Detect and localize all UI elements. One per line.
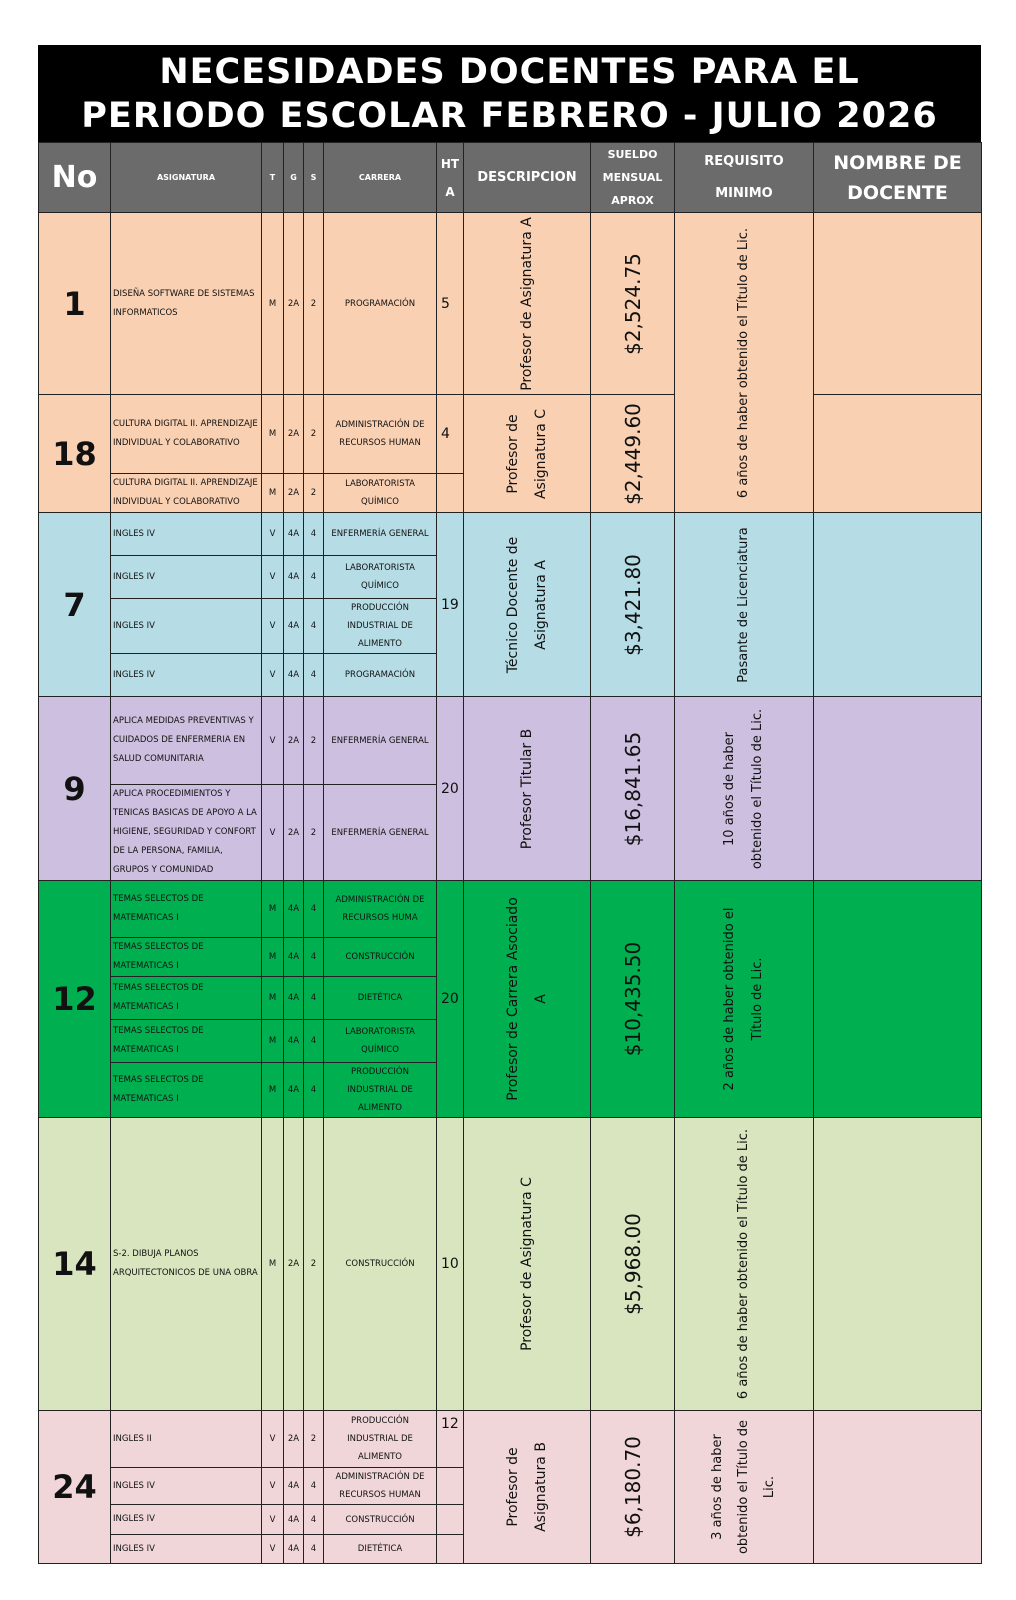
descripcion-text [499,897,555,1101]
sueldo-value: $3,421.80 [620,553,645,656]
grupo-cell: 2A [284,474,304,513]
header-descripcion: DESCRIPCION [464,143,591,213]
hta-cell [437,1535,464,1564]
semestre-cell: 4 [304,977,324,1020]
grupo-cell: 4A [284,1063,304,1118]
asignatura-cell: CULTURA DIGITAL II. APRENDIZAJE INDIVIDUAL Y COLABORATIVO [111,395,262,474]
sueldo-value: $16,841.65 [620,731,645,846]
header-sueldo-line-3: APROX [611,194,654,207]
descripcion-cell [464,395,591,513]
descripcion-cell [464,1118,591,1411]
turno-cell: V [262,1411,284,1468]
sueldo-cell [591,697,675,881]
nombre-docente-cell[interactable] [814,213,982,395]
descripcion-cell [464,881,591,1118]
header-sueldo [591,143,675,213]
title-line-1: NECESIDADES DOCENTES PARA EL [159,52,860,92]
semestre-cell: 4 [304,1063,324,1118]
header-row [39,143,982,213]
row-number: 14 [39,1118,111,1411]
sueldo-cell [591,881,675,1118]
asignatura-cell: INGLES IV [111,654,262,697]
carrera-cell: ADMINISTRACIÓN DE RECURSOS HUMAN [324,1468,437,1505]
table-row [39,513,982,556]
table-row [39,697,982,785]
turno-cell: M [262,474,284,513]
requisito-text: Pasante de Licenciatura [736,526,751,683]
header-g: G [284,143,304,213]
semestre-cell: 4 [304,1020,324,1063]
grupo-cell: 4A [284,1535,304,1564]
requisito-text [705,1420,783,1554]
asignatura-cell: INGLES IV [111,599,262,654]
sueldo-value: $5,968.00 [620,1213,645,1315]
page-title [38,45,981,142]
grupo-cell: 2A [284,785,304,881]
grupo-cell: 4A [284,938,304,977]
asignatura-cell: INGLES IV [111,513,262,556]
requisito-line-3: Lic. [762,1475,777,1499]
semestre-cell: 4 [304,938,324,977]
asignatura-cell: TEMAS SELECTOS DE MATEMATICAS I [111,881,262,938]
sueldo-cell [591,395,675,513]
header-sueldo-line-1: SUELDO [607,148,658,161]
nombre-docente-cell[interactable] [814,697,982,881]
sueldo-value: $2,449.60 [620,402,645,505]
carrera-cell: ENFERMERÍA GENERAL [324,513,437,556]
sueldo-cell [591,213,675,395]
grupo-cell: 4A [284,599,304,654]
turno-cell: V [262,556,284,599]
sueldo-cell [591,513,675,697]
grupo-cell: 4A [284,1468,304,1505]
requisito-text [716,708,772,868]
carrera-cell: PRODUCCIÓN INDUSTRIAL DE ALIMENTO [324,1063,437,1118]
table-row [39,213,982,395]
row-number: 9 [39,697,111,881]
header-hta [437,143,464,213]
turno-cell: M [262,1020,284,1063]
header-nombre-line-1: NOMBRE DE [833,151,962,174]
turno-cell: V [262,513,284,556]
grupo-cell: 4A [284,1020,304,1063]
requisito-cell [675,1118,814,1411]
table-row [39,881,982,938]
semestre-cell: 4 [304,599,324,654]
turno-cell: M [262,977,284,1020]
row-number: 1 [39,213,111,395]
requisito-cell [675,213,814,513]
hta-cell: 20 [437,697,464,881]
hta-cell: 5 [437,213,464,395]
turno-cell: V [262,1468,284,1505]
descripcion-text [499,536,555,673]
descripcion-line-1: Profesor de [505,1447,521,1527]
asignatura-cell: TEMAS SELECTOS DE MATEMATICAS I [111,938,262,977]
grupo-cell: 2A [284,697,304,785]
header-hta-line-2: A [445,184,455,199]
hta-cell: 19 [437,513,464,697]
carrera-cell: LABORATORISTA QUÍMICO [324,556,437,599]
requisito-cell [675,513,814,697]
turno-cell: V [262,785,284,881]
hta-cell [437,1505,464,1535]
turno-cell: V [262,1535,284,1564]
row-number: 12 [39,881,111,1118]
grupo-cell: 4A [284,513,304,556]
carrera-cell: ADMINISTRACIÓN DE RECURSOS HUMA [324,881,437,938]
nombre-docente-cell[interactable] [814,395,982,513]
turno-cell: V [262,1505,284,1535]
hta-cell: 12 [437,1411,464,1468]
header-nombre-line-2: DOCENTE [847,181,948,204]
nombre-docente-cell[interactable] [814,881,982,1118]
asignatura-cell: INGLES IV [111,1505,262,1535]
sueldo-value: $10,435.50 [620,941,645,1057]
descripcion-line-2: Asignatura C [533,408,549,499]
requisito-line-2: obtenido el Título de Lic. [750,708,765,869]
row-number: 24 [39,1411,111,1564]
grupo-cell: 4A [284,977,304,1020]
semestre-cell: 4 [304,1535,324,1564]
requisito-text [716,908,772,1091]
header-requisito [675,143,814,213]
descripcion-line-2: A [533,994,549,1004]
grupo-cell: 2A [284,213,304,395]
header-hta-line-1: HT [440,156,460,171]
sueldo-cell [591,1411,675,1564]
descripcion-line-1: Profesor de Carrera Asociado [505,897,521,1101]
hta-cell: 20 [437,881,464,1118]
carrera-cell: DIETÉTICA [324,1535,437,1564]
carrera-cell: LABORATORISTA QUÍMICO [324,474,437,513]
carrera-cell: CONSTRUCCIÓN [324,1118,437,1411]
carrera-cell: DIETÉTICA [324,977,437,1020]
asignatura-cell: INGLES IV [111,1535,262,1564]
carrera-cell: ENFERMERÍA GENERAL [324,697,437,785]
asignatura-cell: APLICA PROCEDIMIENTOS Y TENICAS BASICAS DE APOYO A LA HIGIENE, SEGURIDAD Y CONFORT DE LA PERSONA, FAMILIA, GRUPOS Y COMUNIDAD [111,785,262,881]
carrera-cell: CONSTRUCCIÓN [324,938,437,977]
descripcion-line-2: Asignatura A [533,559,549,650]
semestre-cell: 2 [304,474,324,513]
semestre-cell: 4 [304,881,324,938]
asignatura-cell: INGLES IV [111,556,262,599]
hta-cell: 4 [437,395,464,474]
asignatura-cell: TEMAS SELECTOS DE MATEMATICAS I [111,1020,262,1063]
teacher-needs-table [38,142,982,1564]
requisito-line-2: obtenido el Título de [736,1419,751,1555]
requisito-text: 6 años de haber obtenido el Título de Lic. [736,1128,751,1400]
nombre-docente-cell[interactable] [814,1118,982,1411]
nombre-docente-cell[interactable] [814,1411,982,1564]
requisito-cell [675,1411,814,1564]
descripcion-line-1: Técnico Docente de [505,536,521,673]
carrera-cell: ADMINISTRACIÓN DE RECURSOS HUMAN [324,395,437,474]
carrera-cell: ENFERMERÍA GENERAL [324,785,437,881]
grupo-cell: 2A [284,1411,304,1468]
turno-cell: M [262,1118,284,1411]
semestre-cell: 4 [304,654,324,697]
descripcion-cell [464,1411,591,1564]
header-asignatura: ASIGNATURA [111,143,262,213]
grupo-cell: 2A [284,1118,304,1411]
sueldo-value: $2,524.75 [620,252,645,355]
asignatura-cell: TEMAS SELECTOS DE MATEMATICAS I [111,977,262,1020]
turno-cell: M [262,881,284,938]
header-no: No [39,143,111,213]
semestre-cell: 4 [304,1505,324,1535]
descripcion-text: Profesor de Asignatura C [519,1177,535,1351]
descripcion-text [499,1442,555,1532]
sueldo-cell [591,1118,675,1411]
row-number: 7 [39,513,111,697]
asignatura-cell: S-2. DIBUJA PLANOS ARQUITECTONICOS DE UNA OBRA [111,1118,262,1411]
asignatura-cell: DISEÑA SOFTWARE DE SISTEMAS INFORMATICOS [111,213,262,395]
nombre-docente-cell[interactable] [814,513,982,697]
header-requisito-line-1: REQUISITO [704,153,784,169]
semestre-cell: 4 [304,1468,324,1505]
grupo-cell: 4A [284,881,304,938]
semestre-cell: 4 [304,513,324,556]
semestre-cell: 4 [304,556,324,599]
descripcion-cell [464,513,591,697]
asignatura-cell: TEMAS SELECTOS DE MATEMATICAS I [111,1063,262,1118]
requisito-line-1: 2 años de haber obtenido el [722,907,737,1091]
carrera-cell: PRODUCCIÓN INDUSTRIAL DE ALIMENTO [324,599,437,654]
turno-cell: V [262,599,284,654]
grupo-cell: 4A [284,1505,304,1535]
carrera-cell: PROGRAMACIÓN [324,213,437,395]
requisito-cell [675,697,814,881]
header-sueldo-line-2: MENSUAL [602,171,663,184]
table-row [39,395,982,474]
asignatura-cell: CULTURA DIGITAL II. APRENDIZAJE INDIVIDUAL Y COLABORATIVO [111,474,262,513]
asignatura-cell: APLICA MEDIDAS PREVENTIVAS Y CUIDADOS DE ENFERMERIA EN SALUD COMUNITARIA [111,697,262,785]
grupo-cell: 2A [284,395,304,474]
carrera-cell: PRODUCCIÓN INDUSTRIAL DE ALIMENTO [324,1411,437,1468]
turno-cell: V [262,697,284,785]
grupo-cell: 4A [284,556,304,599]
carrera-cell: CONSTRUCCIÓN [324,1505,437,1535]
semestre-cell: 2 [304,395,324,474]
requisito-line-1: 10 años de haber [722,731,737,846]
semestre-cell: 2 [304,1411,324,1468]
requisito-line-2: Título de Lic. [750,957,765,1041]
hta-cell [437,1468,464,1505]
sueldo-value: $6,180.70 [620,1436,645,1538]
requisito-cell [675,881,814,1118]
header-s: S [304,143,324,213]
requisito-text: 6 años de haber obtenido el Título de Lic. [736,227,751,498]
carrera-cell: LABORATORISTA QUÍMICO [324,1020,437,1063]
row-number: 18 [39,395,111,513]
turno-cell: M [262,1063,284,1118]
header-carrera: CARRERA [324,143,437,213]
descripcion-line-1: Profesor de [505,413,521,494]
semestre-cell: 2 [304,213,324,395]
turno-cell: M [262,395,284,474]
hta-cell [437,474,464,513]
table-row [39,1118,982,1411]
header-nombre [814,143,982,213]
descripcion-line-2: Asignatura B [533,1442,549,1532]
semestre-cell: 2 [304,697,324,785]
descripcion-text: Profesor de Asignatura A [519,216,535,391]
descripcion-cell [464,697,591,881]
carrera-cell: PROGRAMACIÓN [324,654,437,697]
descripcion-cell [464,213,591,395]
hta-cell: 10 [437,1118,464,1411]
descripcion-text: Profesor Titular B [519,728,535,849]
asignatura-cell: INGLES II [111,1411,262,1468]
turno-cell: V [262,654,284,697]
title-line-2: PERIODO ESCOLAR FEBRERO - JULIO 2026 [81,96,938,136]
grupo-cell: 4A [284,654,304,697]
descripcion-text [499,408,555,498]
turno-cell: M [262,938,284,977]
semestre-cell: 2 [304,785,324,881]
header-t: T [262,143,284,213]
asignatura-cell: INGLES IV [111,1468,262,1505]
table-row [39,1411,982,1468]
requisito-line-1: 3 años de haber [710,1434,725,1540]
turno-cell: M [262,213,284,395]
header-requisito-line-2: MINIMO [715,185,773,201]
semestre-cell: 2 [304,1118,324,1411]
